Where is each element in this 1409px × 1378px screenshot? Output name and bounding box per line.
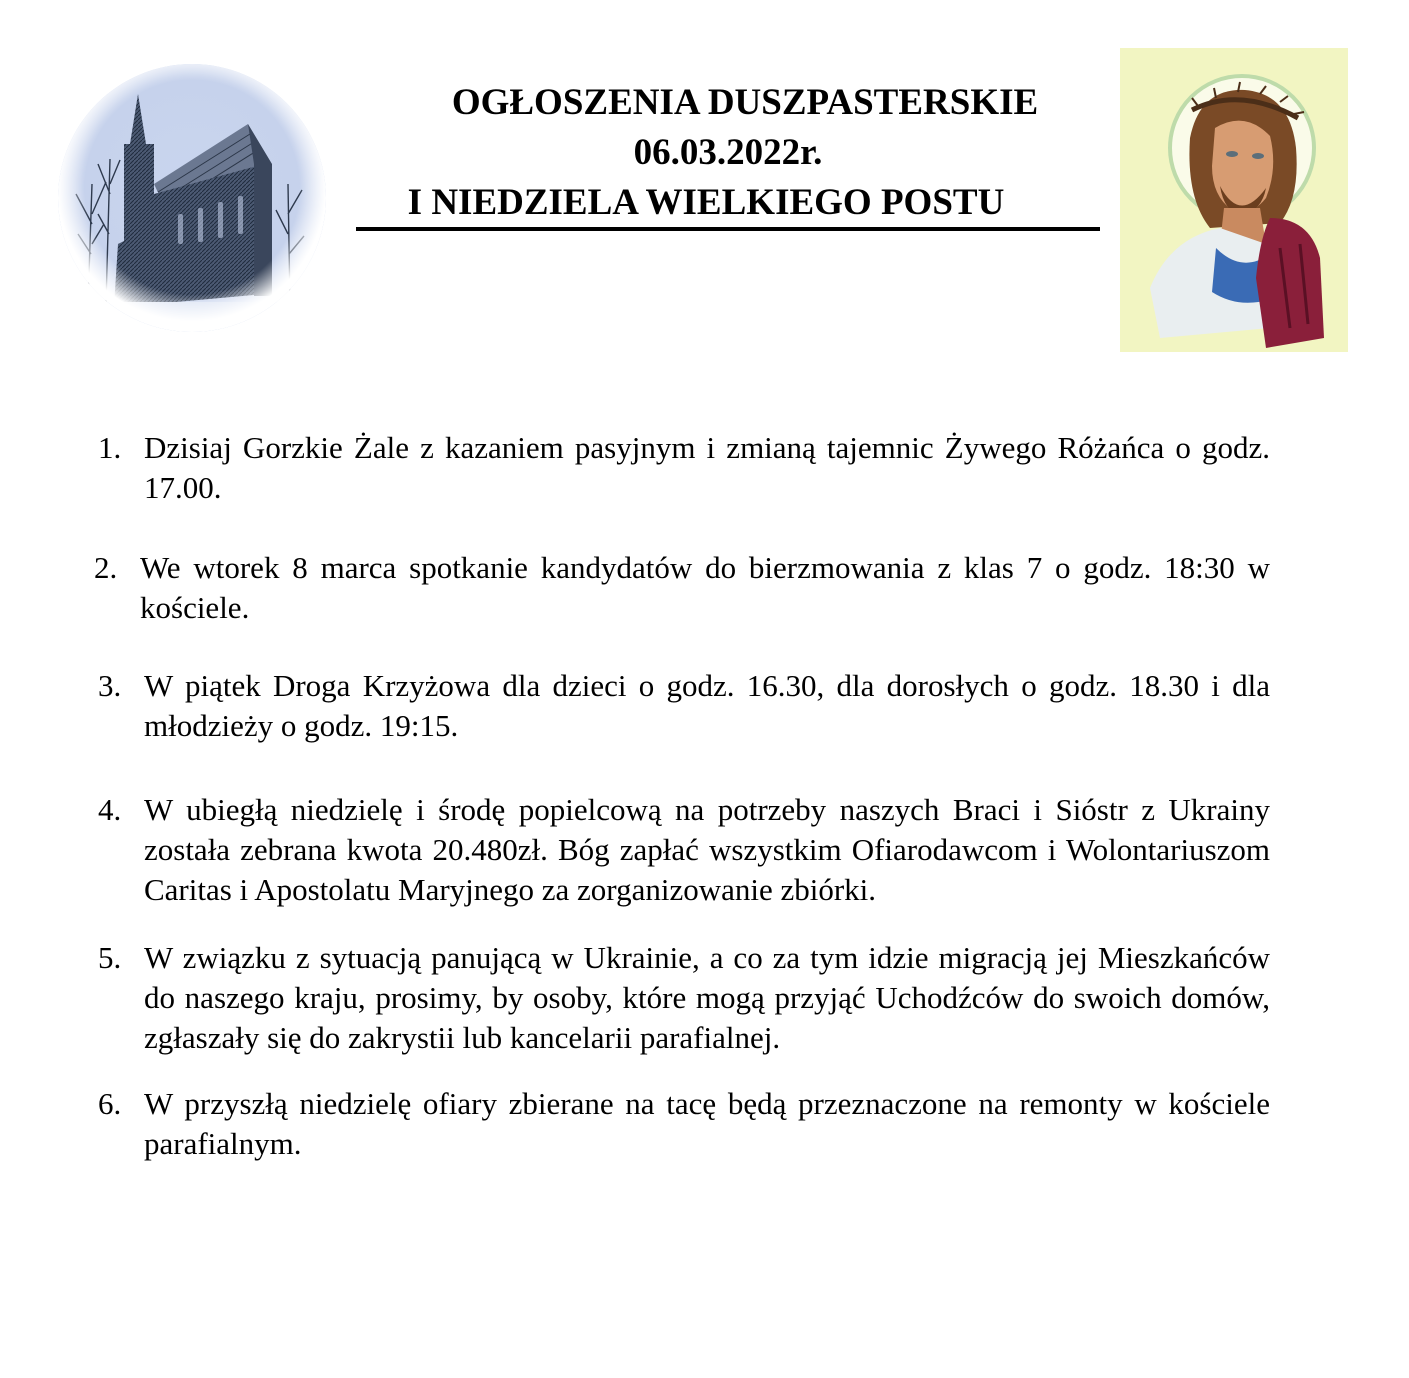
announcement-number: 2. (94, 550, 118, 585)
announcement-text: W przyszłą niedzielę ofiary zbierane na tacę będą przeznaczone na remonty w kościele parafialnym. (144, 1086, 1270, 1161)
announcement-item (90, 1084, 1270, 1164)
announcements-title (356, 78, 1100, 228)
announcement-item (90, 790, 1270, 910)
announcement-item (90, 428, 1270, 508)
announcement-number: 5. (98, 940, 122, 975)
announcement-text: W piątek Droga Krzyżowa dla dzieci o godz. 16.30, dla dorosłych o godz. 18.30 i dla młodzieży o godz. 19:15. (144, 668, 1270, 743)
title-liturgical-day: I NIEDZIELA WIELKIEGO POSTU (407, 182, 1005, 223)
announcement-item (90, 938, 1270, 1058)
announcement-text: W ubiegłą niedzielę i środę popielcową na potrzeby naszych Braci i Sióstr z Ukrainy została zebrana kwota 20.480zł. Bóg zapłać wszystkim Ofiarodawcom i Wolontariuszom Caritas i Apostolatu Maryjnego za zorganizowanie zbiórki. (144, 792, 1270, 907)
title-date: 06.03.2022r. (633, 132, 823, 173)
announcement-number: 3. (98, 668, 122, 703)
church-logo-image (58, 64, 326, 332)
announcement-text: Dzisiaj Gorzkie Żale z kazaniem pasyjnym i zmianą tajemnic Żywego Różańca o godz. 17.00. (144, 430, 1270, 505)
title-underline-divider (356, 227, 1100, 231)
christ-painting-image (1120, 48, 1348, 352)
announcement-text: We wtorek 8 marca spotkanie kandydatów do bierzmowania z klas 7 o godz. 18:30 w kościele. (140, 550, 1270, 625)
announcement-text: W związku z sytuacją panującą w Ukrainie, a co za tym idzie migracją jej Mieszkańców do naszego kraju, prosimy, by osoby, które mogą przyjąć Uchodźców do swoich domów, zgłaszały się do zakrystii lub kancelarii parafialnej. (144, 940, 1270, 1055)
announcement-number: 6. (98, 1086, 122, 1121)
announcement-item (90, 666, 1270, 746)
announcement-number: 4. (98, 792, 122, 827)
announcement-item (90, 548, 1270, 628)
christ-with-crown-of-thorns-painting-icon (1120, 48, 1348, 352)
title-heading: OGŁOSZENIA DUSZPASTERSKIE (451, 82, 1039, 123)
church-drawing-icon (58, 64, 326, 332)
announcement-number: 1. (98, 430, 122, 465)
announcements-list (90, 428, 1270, 1164)
